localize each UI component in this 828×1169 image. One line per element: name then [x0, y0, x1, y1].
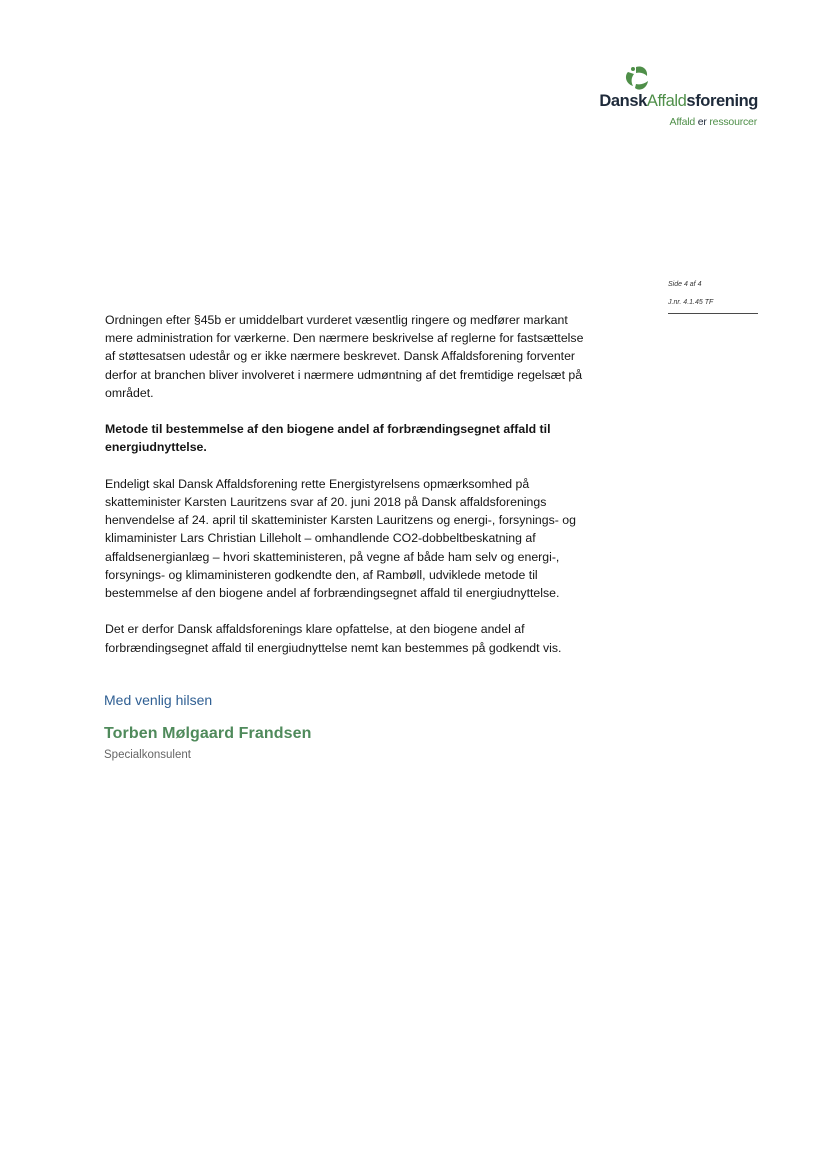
- page-meta: [668, 276, 758, 312]
- recycle-leaf-icon: [622, 64, 652, 94]
- signer-name: Torben Mølgaard Frandsen: [104, 725, 312, 742]
- body-paragraph-3: Det er derfor Dansk affaldsforenings klare opfattelse, at den biogene andel af forbrændingsegnet affald til energiudnyttelse nemt kan bestemmes på godkendt vis.: [105, 622, 562, 655]
- logo-name-part-b: Affald: [646, 92, 687, 110]
- letter-body: [105, 311, 595, 675]
- body-paragraph-2: Endeligt skal Dansk Affaldsforening rette Energistyrelsens opmærksomhed på skatteminister Karsten Lauritzens svar af 20. juni 2018 på Dansk affaldsforenings henvendelse af 24. april til skatteminister Karsten Lauritzens og energi-, forsynings- og klimaminister Lars Christian Lilleholt – omhandlende CO2-dobbeltbeskatning af affaldsenergianlæg – hvori skatteministeren, på vegne af både ham selv og energi-, forsynings- og klimaministeren godkendte den, af Rambøll, udviklede metode til bestemmelse af den biogene andel af forbrændingsegnet affald til energiudnyttelse.: [105, 476, 576, 601]
- organization-tagline: [670, 116, 757, 128]
- logo-name-part-c: sforening: [686, 92, 758, 110]
- body-paragraph-1: Ordningen efter §45b er umiddelbart vurderet væsentlig ringere og medfører markant mere administration for værkerne. Den nærmere beskrivelse af reglerne for fastsættelse af støttesatsen udestår og er ikke nærmere beskrevet. Dansk Affaldsforening forventer derfor at branchen bliver involveret i nærmere udmøntning af det fremtidige regelsæt på området.: [105, 313, 584, 400]
- section-heading: Metode til bestemmelse af den biogene andel af forbrændingsegnet affald til energiudnyttelse.: [105, 422, 551, 455]
- signer-title: Specialkonsulent: [104, 749, 191, 761]
- journal-number: J.nr. 4.1.45 TF: [668, 299, 714, 306]
- closing-greeting: Med venlig hilsen: [104, 692, 213, 708]
- tagline-part-a: Affald: [669, 116, 698, 128]
- tagline-part-b: er: [697, 116, 707, 128]
- organization-name: [599, 92, 758, 111]
- page-number: Side 4 af 4: [668, 281, 702, 288]
- meta-divider: [668, 313, 758, 314]
- tagline-part-c: ressourcer: [706, 116, 757, 128]
- logo-name-part-a: Dansk: [599, 92, 647, 110]
